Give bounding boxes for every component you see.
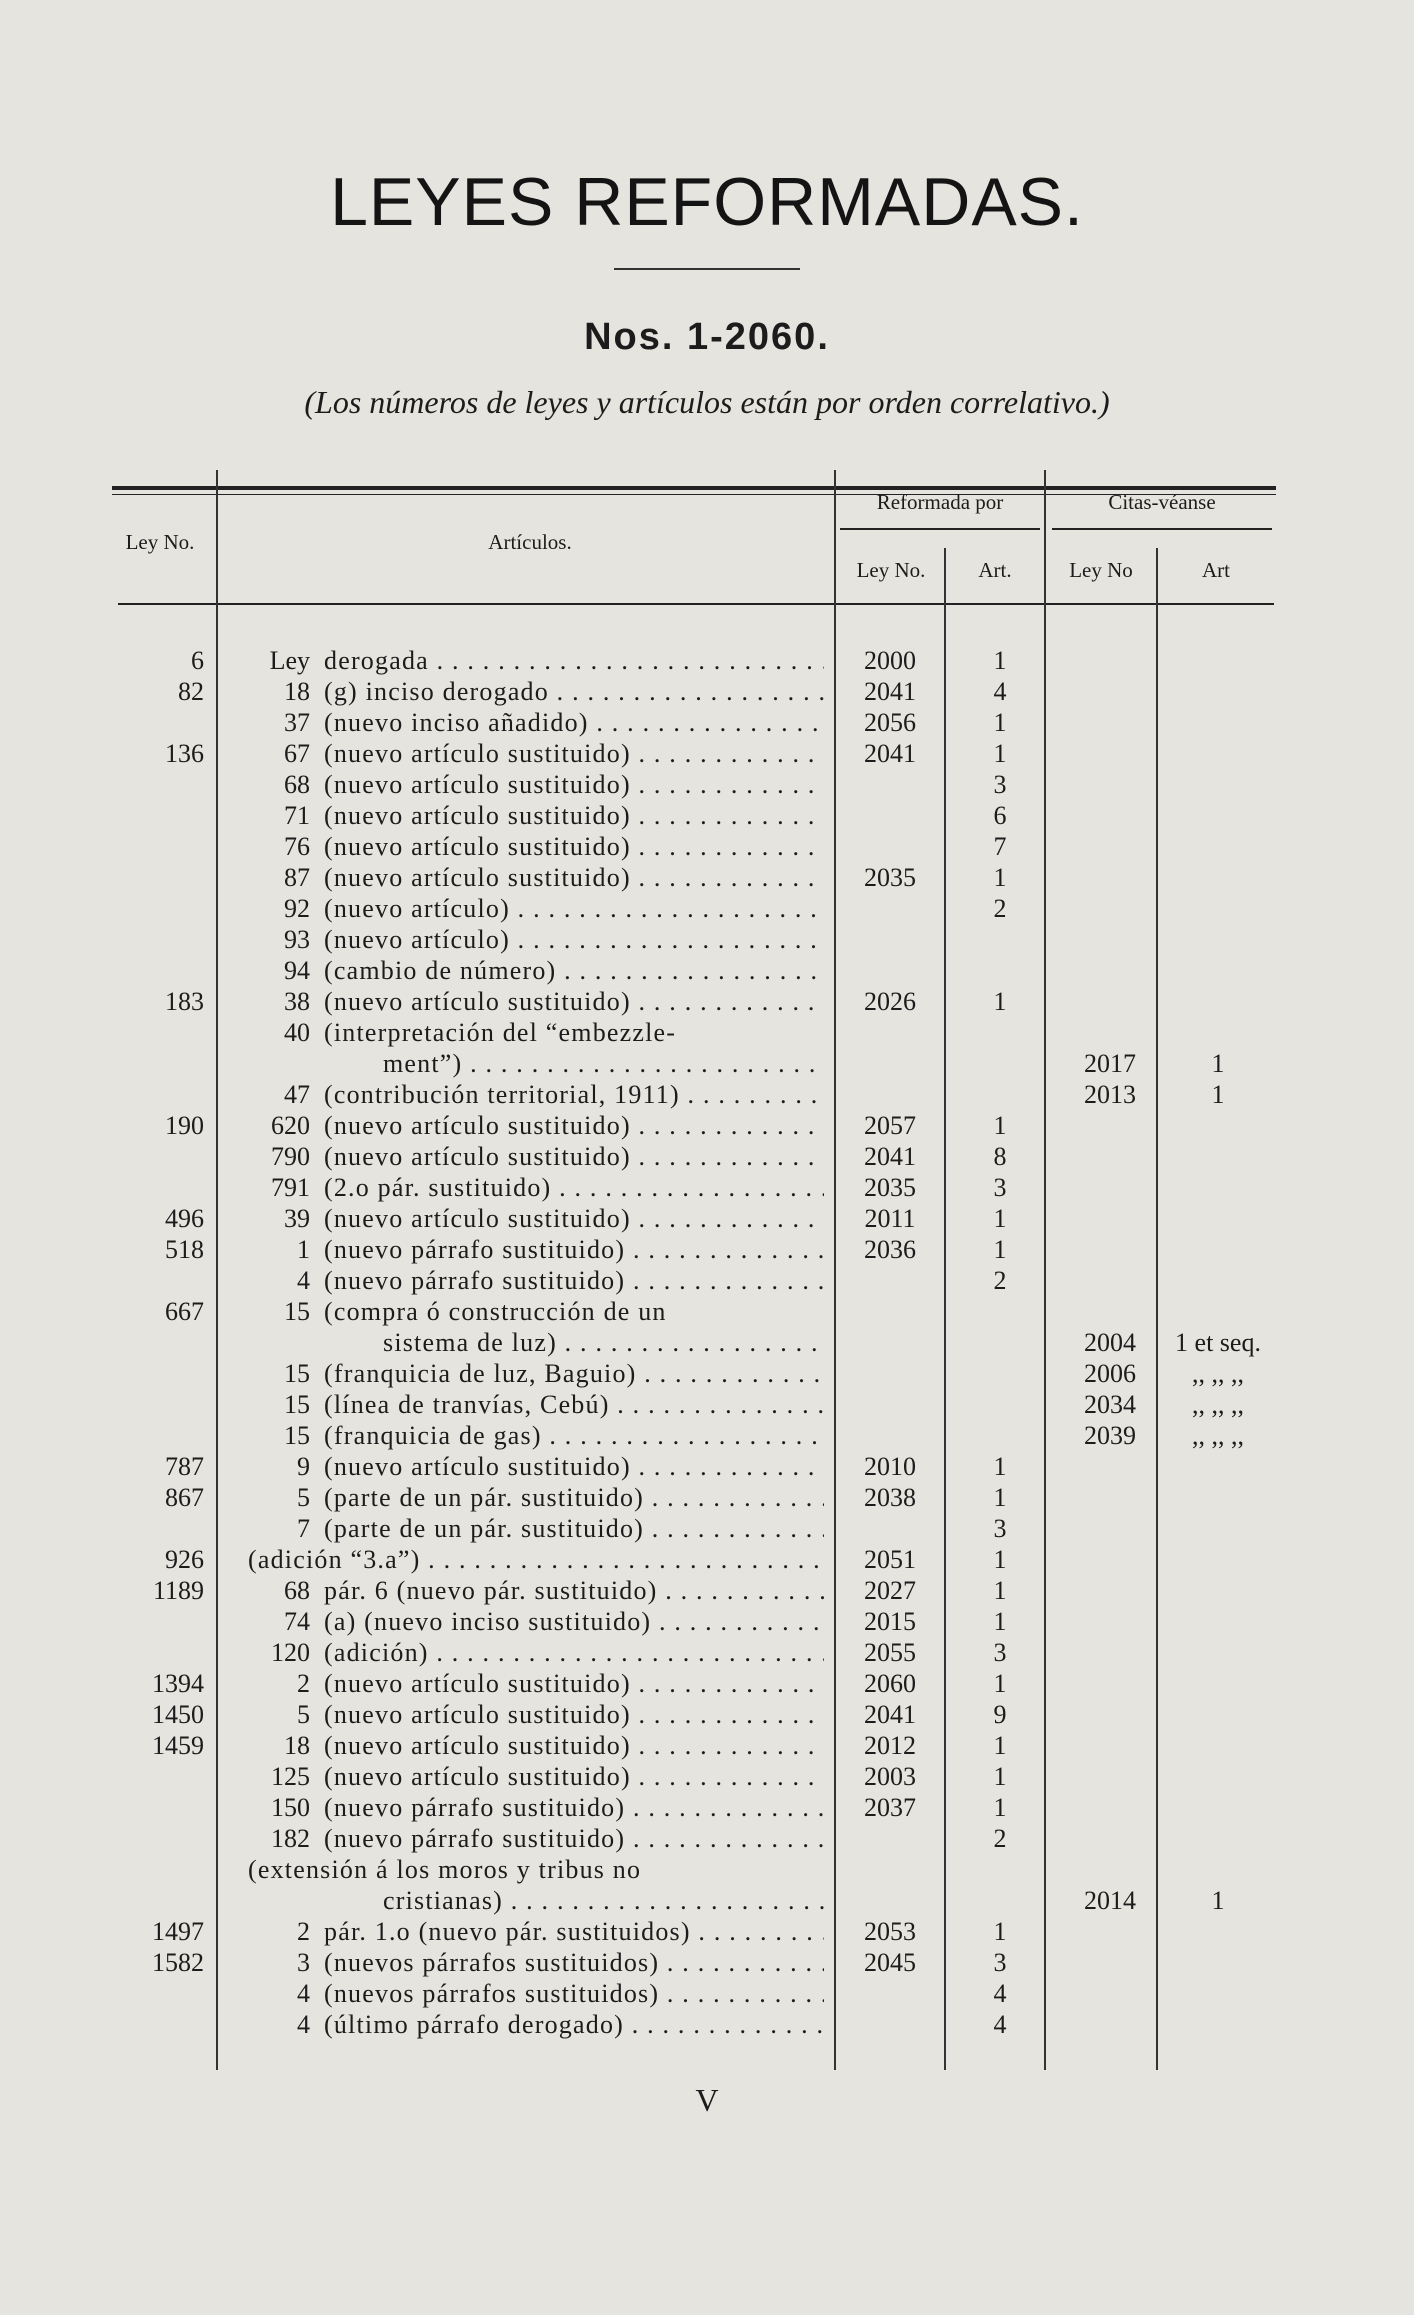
cell-reformada-art: 4	[993, 1979, 1007, 2008]
table-row	[0, 1947, 1414, 1978]
cell-reformada-ley: 2051	[864, 1545, 916, 1574]
cell-reformada-ley: 2015	[864, 1607, 916, 1636]
cell-description: (nuevo artículo) . . .	[324, 893, 824, 924]
cell-citas-art: 1	[1211, 1049, 1225, 1078]
cell-reformada-ley: 2036	[864, 1235, 916, 1264]
table-row	[0, 1978, 1414, 2009]
cell-description: (nuevo párrafo sustituido) . . .	[324, 1792, 824, 1823]
cell-reformada-art: 1	[993, 1731, 1007, 1760]
cell-reformada-ley: 2003	[864, 1762, 916, 1791]
cell-reformada-art: 1	[993, 646, 1007, 675]
table-row	[0, 1513, 1414, 1544]
cell-articulo: 4	[297, 1979, 310, 2008]
cell-description: (nuevo artículo sustituido) . . .	[324, 738, 824, 769]
cell-reformada-art: 1	[993, 1607, 1007, 1636]
table-row	[0, 1854, 1414, 1885]
cell-articulo: 38	[284, 987, 310, 1016]
cell-description: (nuevo artículo sustituido) . . .	[324, 1761, 824, 1792]
cell-ley-no: 787	[165, 1452, 204, 1481]
table-row	[0, 1141, 1414, 1172]
cell-articulo: 15	[284, 1421, 310, 1450]
cell-citas-ley: 2039	[1084, 1421, 1136, 1450]
cell-ley-no: 190	[165, 1111, 204, 1140]
cell-description: (nuevo artículo sustituido) . . .	[324, 1730, 824, 1761]
cell-citas-art: 1	[1211, 1886, 1225, 1915]
cell-reformada-art: 2	[993, 894, 1007, 923]
cell-description: (parte de un pár. sustituido) . . .	[324, 1513, 824, 1544]
cell-reformada-ley: 2041	[864, 1142, 916, 1171]
table-row	[0, 1606, 1414, 1637]
cell-reformada-art: 7	[993, 832, 1007, 861]
cell-description: (nuevo artículo sustituido) . . .	[324, 831, 824, 862]
table-row	[0, 893, 1414, 924]
cell-articulo: 4	[297, 2010, 310, 2039]
table-row	[0, 1668, 1414, 1699]
cell-ley-no: 1497	[152, 1917, 204, 1946]
cell-ley-no: 1189	[152, 1576, 204, 1605]
cell-ley-no: 136	[165, 739, 204, 768]
table-row	[0, 738, 1414, 769]
cell-ley-no: 867	[165, 1483, 204, 1512]
cell-reformada-art: 1	[993, 987, 1007, 1016]
cell-description: (adición) . . .	[324, 1637, 824, 1668]
cell-citas-ley: 2006	[1084, 1359, 1136, 1388]
header-articulos: Artículos.	[488, 530, 572, 554]
cell-description: (nuevo artículo sustituido) . . .	[324, 1668, 824, 1699]
ordering-note: (Los números de leyes y artículos están por orden correlativo.)	[304, 384, 1110, 420]
cell-reformada-art: 1	[993, 1235, 1007, 1264]
cell-description: (nuevo artículo sustituido) . . .	[324, 1110, 824, 1141]
cell-citas-ley: 2014	[1084, 1886, 1136, 1915]
cell-articulo: 68	[284, 770, 310, 799]
cell-description: (contribución territorial, 1911) . . .	[324, 1079, 824, 1110]
cell-citas-ley: 2004	[1084, 1328, 1136, 1357]
cell-description: (a) (nuevo inciso sustituido) . . .	[324, 1606, 824, 1637]
cell-description: (nuevo artículo sustituido) . . .	[324, 769, 824, 800]
cell-articulo: 15	[284, 1359, 310, 1388]
cell-articulo: 67	[284, 739, 310, 768]
cell-ley-no: 183	[165, 987, 204, 1016]
table-row	[0, 986, 1414, 1017]
cell-reformada-art: 4	[993, 677, 1007, 706]
cell-ley-no: 518	[165, 1235, 204, 1264]
table-row	[0, 1234, 1414, 1265]
table-row	[0, 707, 1414, 738]
header-citas: Citas-véanse	[1108, 490, 1216, 514]
cell-articulo: 7	[297, 1514, 310, 1543]
cell-description: (nuevos párrafos sustituidos) . . .	[324, 1978, 824, 2009]
cell-description: (adición “3.a”) . . .	[248, 1544, 824, 1575]
cell-reformada-art: 8	[993, 1142, 1007, 1171]
cell-reformada-art: 1	[993, 863, 1007, 892]
cell-description: (nuevo artículo sustituido) . . .	[324, 1451, 824, 1482]
cell-articulo: 40	[284, 1018, 310, 1047]
cell-reformada-art: 3	[993, 1514, 1007, 1543]
cell-articulo: 74	[284, 1607, 310, 1636]
table-row	[0, 1017, 1414, 1048]
table-row	[0, 1327, 1414, 1358]
table-row	[0, 1296, 1414, 1327]
cell-ley-no: 1394	[152, 1669, 204, 1698]
cell-reformada-art: 1	[993, 1669, 1007, 1698]
cell-articulo: 71	[284, 801, 310, 830]
table-row	[0, 1079, 1414, 1110]
cell-reformada-art: 2	[993, 1266, 1007, 1295]
cell-reformada-art: 3	[993, 1638, 1007, 1667]
header-ref-ley: Ley No.	[856, 558, 926, 582]
cell-articulo: 620	[271, 1111, 310, 1140]
cell-articulo: 39	[284, 1204, 310, 1233]
cell-reformada-art: 6	[993, 801, 1007, 830]
table-row	[0, 1885, 1414, 1916]
cell-reformada-art: 2	[993, 1824, 1007, 1853]
table-row	[0, 1172, 1414, 1203]
cell-reformada-ley: 2053	[864, 1917, 916, 1946]
cell-articulo: 18	[284, 677, 310, 706]
cell-reformada-art: 1	[993, 1111, 1007, 1140]
header-cit-ley: Ley No	[1069, 558, 1133, 582]
cell-reformada-art: 1	[993, 708, 1007, 737]
table-row	[0, 676, 1414, 707]
reformada-header-rule	[840, 528, 1040, 530]
table-row	[0, 862, 1414, 893]
header-ley-no: Ley No.	[125, 530, 195, 554]
cell-reformada-art: 1	[993, 1762, 1007, 1791]
cell-reformada-ley: 2045	[864, 1948, 916, 1977]
page-title: LEYES REFORMADAS.	[330, 164, 1084, 240]
cell-articulo: Ley	[269, 646, 310, 675]
cell-articulo: 125	[271, 1762, 310, 1791]
cell-articulo: 2	[297, 1917, 310, 1946]
cell-description: (interpretación del “embezzle-	[324, 1018, 677, 1047]
cell-reformada-ley: 2041	[864, 739, 916, 768]
header-bottom-rule	[118, 603, 1274, 605]
cell-description: (nuevo artículo sustituido) . . .	[324, 1203, 824, 1234]
cell-reformada-ley: 2011	[864, 1204, 916, 1233]
table-row	[0, 2009, 1414, 2040]
header-ref-art: Art.	[978, 558, 1012, 582]
cell-articulo: 9	[297, 1452, 310, 1481]
cell-ley-no: 496	[165, 1204, 204, 1233]
cell-description: (franquicia de luz, Baguio) . . .	[324, 1358, 824, 1389]
table-row	[0, 1730, 1414, 1761]
table-row	[0, 955, 1414, 986]
table-row	[0, 1482, 1414, 1513]
cell-articulo: 92	[284, 894, 310, 923]
cell-articulo: 76	[284, 832, 310, 861]
title-divider	[614, 268, 800, 270]
cell-reformada-art: 1	[993, 1793, 1007, 1822]
cell-articulo: 5	[297, 1483, 310, 1512]
cell-reformada-ley: 2038	[864, 1483, 916, 1512]
cell-citas-ley: 2034	[1084, 1390, 1136, 1419]
cell-articulo: 37	[284, 708, 310, 737]
table-row	[0, 645, 1414, 676]
table-row	[0, 1048, 1414, 1079]
cell-reformada-ley: 2056	[864, 708, 916, 737]
cell-description: (parte de un pár. sustituido) . . .	[324, 1482, 824, 1513]
cell-description: cristianas) . . .	[383, 1885, 824, 1916]
table-row	[0, 1110, 1414, 1141]
table-row	[0, 831, 1414, 862]
cell-description: (línea de tranvías, Cebú) . . .	[324, 1389, 824, 1420]
cell-description: (cambio de número) . . .	[324, 955, 824, 986]
table-row	[0, 1265, 1414, 1296]
cell-articulo: 15	[284, 1297, 310, 1326]
cell-articulo: 5	[297, 1700, 310, 1729]
table-row	[0, 1451, 1414, 1482]
cell-description: (nuevo párrafo sustituido) . . .	[324, 1234, 824, 1265]
header-reformada-por: Reformada por	[876, 490, 1004, 514]
table-row	[0, 1792, 1414, 1823]
cell-description: (compra ó construcción de un	[324, 1297, 667, 1326]
cell-articulo: 182	[271, 1824, 310, 1853]
cell-reformada-ley: 2055	[864, 1638, 916, 1667]
table-row	[0, 1761, 1414, 1792]
cell-articulo: 2	[297, 1669, 310, 1698]
table-row	[0, 1699, 1414, 1730]
cell-articulo: 791	[271, 1173, 310, 1202]
cell-description: (2.o pár. sustituido) . . .	[324, 1172, 824, 1203]
cell-description: (g) inciso derogado . . .	[324, 676, 824, 707]
cell-articulo: 93	[284, 925, 310, 954]
cell-ley-no: 6	[191, 646, 204, 675]
cell-reformada-ley: 2012	[864, 1731, 916, 1760]
cell-reformada-ley: 2041	[864, 677, 916, 706]
cell-description: (nuevo artículo sustituido) . . .	[324, 986, 824, 1017]
cell-articulo: 87	[284, 863, 310, 892]
cell-ley-no: 82	[178, 677, 204, 706]
cell-description: (nuevos párrafos sustituidos) . . .	[324, 1947, 824, 1978]
citas-header-rule	[1052, 528, 1272, 530]
cell-ley-no: 926	[165, 1545, 204, 1574]
table-row	[0, 800, 1414, 831]
cell-citas-art: ,, ,, ,,	[1192, 1421, 1244, 1450]
cell-reformada-ley: 2000	[864, 646, 916, 675]
cell-description: (nuevo párrafo sustituido) . . .	[324, 1823, 824, 1854]
table-row	[0, 1389, 1414, 1420]
table-row	[0, 1823, 1414, 1854]
table-row	[0, 1420, 1414, 1451]
header-cit-art: Art	[1202, 558, 1230, 582]
cell-articulo: 94	[284, 956, 310, 985]
cell-reformada-ley: 2035	[864, 863, 916, 892]
cell-description: ment”) . . .	[383, 1048, 824, 1079]
cell-reformada-art: 1	[993, 1576, 1007, 1605]
cell-articulo: 3	[297, 1948, 310, 1977]
cell-reformada-ley: 2010	[864, 1452, 916, 1481]
cell-description: (nuevo artículo sustituido) . . .	[324, 1699, 824, 1730]
cell-description: (extensión á los moros y tribus no	[248, 1855, 642, 1884]
cell-reformada-ley: 2057	[864, 1111, 916, 1140]
cell-reformada-art: 1	[993, 1483, 1007, 1512]
cell-articulo: 68	[284, 1576, 310, 1605]
cell-description: (nuevo párrafo sustituido) . . .	[324, 1265, 824, 1296]
cell-reformada-art: 1	[993, 1452, 1007, 1481]
cell-ley-no: 667	[165, 1297, 204, 1326]
cell-description: (nuevo inciso añadido) . . .	[324, 707, 824, 738]
cell-reformada-art: 1	[993, 1545, 1007, 1574]
table-row	[0, 769, 1414, 800]
cell-reformada-art: 1	[993, 1917, 1007, 1946]
cell-citas-art: 1	[1211, 1080, 1225, 1109]
cell-description: pár. 1.o (nuevo pár. sustituidos) . . .	[324, 1916, 824, 1947]
cell-reformada-art: 9	[993, 1700, 1007, 1729]
table-row	[0, 1916, 1414, 1947]
page-number: V	[695, 2082, 719, 2118]
cell-description: (nuevo artículo sustituido) . . .	[324, 862, 824, 893]
cell-citas-art: ,, ,, ,,	[1192, 1390, 1244, 1419]
cell-articulo: 120	[271, 1638, 310, 1667]
table-row	[0, 1575, 1414, 1606]
cell-reformada-ley: 2037	[864, 1793, 916, 1822]
cell-reformada-art: 3	[993, 1948, 1007, 1977]
cell-ley-no: 1450	[152, 1700, 204, 1729]
cell-reformada-ley: 2060	[864, 1669, 916, 1698]
cell-description: sistema de luz) . . .	[383, 1327, 824, 1358]
cell-description: derogada . . .	[324, 645, 824, 676]
table-row	[0, 1358, 1414, 1389]
cell-reformada-ley: 2027	[864, 1576, 916, 1605]
cell-reformada-art: 4	[993, 2010, 1007, 2039]
cell-articulo: 47	[284, 1080, 310, 1109]
cell-articulo: 790	[271, 1142, 310, 1171]
cell-citas-ley: 2017	[1084, 1049, 1136, 1078]
cell-ley-no: 1459	[152, 1731, 204, 1760]
cell-citas-art: ,, ,, ,,	[1192, 1359, 1244, 1388]
cell-articulo: 18	[284, 1731, 310, 1760]
cell-reformada-ley: 2026	[864, 987, 916, 1016]
cell-description: (nuevo artículo sustituido) . . .	[324, 800, 824, 831]
cell-description: (último párrafo derogado) . . .	[324, 2009, 824, 2040]
cell-reformada-art: 3	[993, 770, 1007, 799]
cell-reformada-ley: 2035	[864, 1173, 916, 1202]
cell-description: (nuevo artículo) . . .	[324, 924, 824, 955]
table-row	[0, 1203, 1414, 1234]
cell-description: (franquicia de gas) . . .	[324, 1420, 824, 1451]
cell-reformada-art: 1	[993, 739, 1007, 768]
cell-citas-art: 1 et seq.	[1175, 1328, 1261, 1357]
cell-articulo: 150	[271, 1793, 310, 1822]
table-row	[0, 1637, 1414, 1668]
cell-reformada-art: 1	[993, 1204, 1007, 1233]
table-row	[0, 1544, 1414, 1575]
cell-articulo: 15	[284, 1390, 310, 1419]
cell-description: (nuevo artículo sustituido) . . .	[324, 1141, 824, 1172]
table-top-rule	[112, 486, 1276, 490]
cell-description: pár. 6 (nuevo pár. sustituido) . . .	[324, 1575, 824, 1606]
table-row	[0, 924, 1414, 955]
cell-articulo: 4	[297, 1266, 310, 1295]
cell-reformada-art: 3	[993, 1173, 1007, 1202]
cell-articulo: 1	[297, 1235, 310, 1264]
cell-ley-no: 1582	[152, 1948, 204, 1977]
law-range-subtitle: Nos. 1-2060.	[584, 316, 830, 358]
cell-citas-ley: 2013	[1084, 1080, 1136, 1109]
cell-reformada-ley: 2041	[864, 1700, 916, 1729]
